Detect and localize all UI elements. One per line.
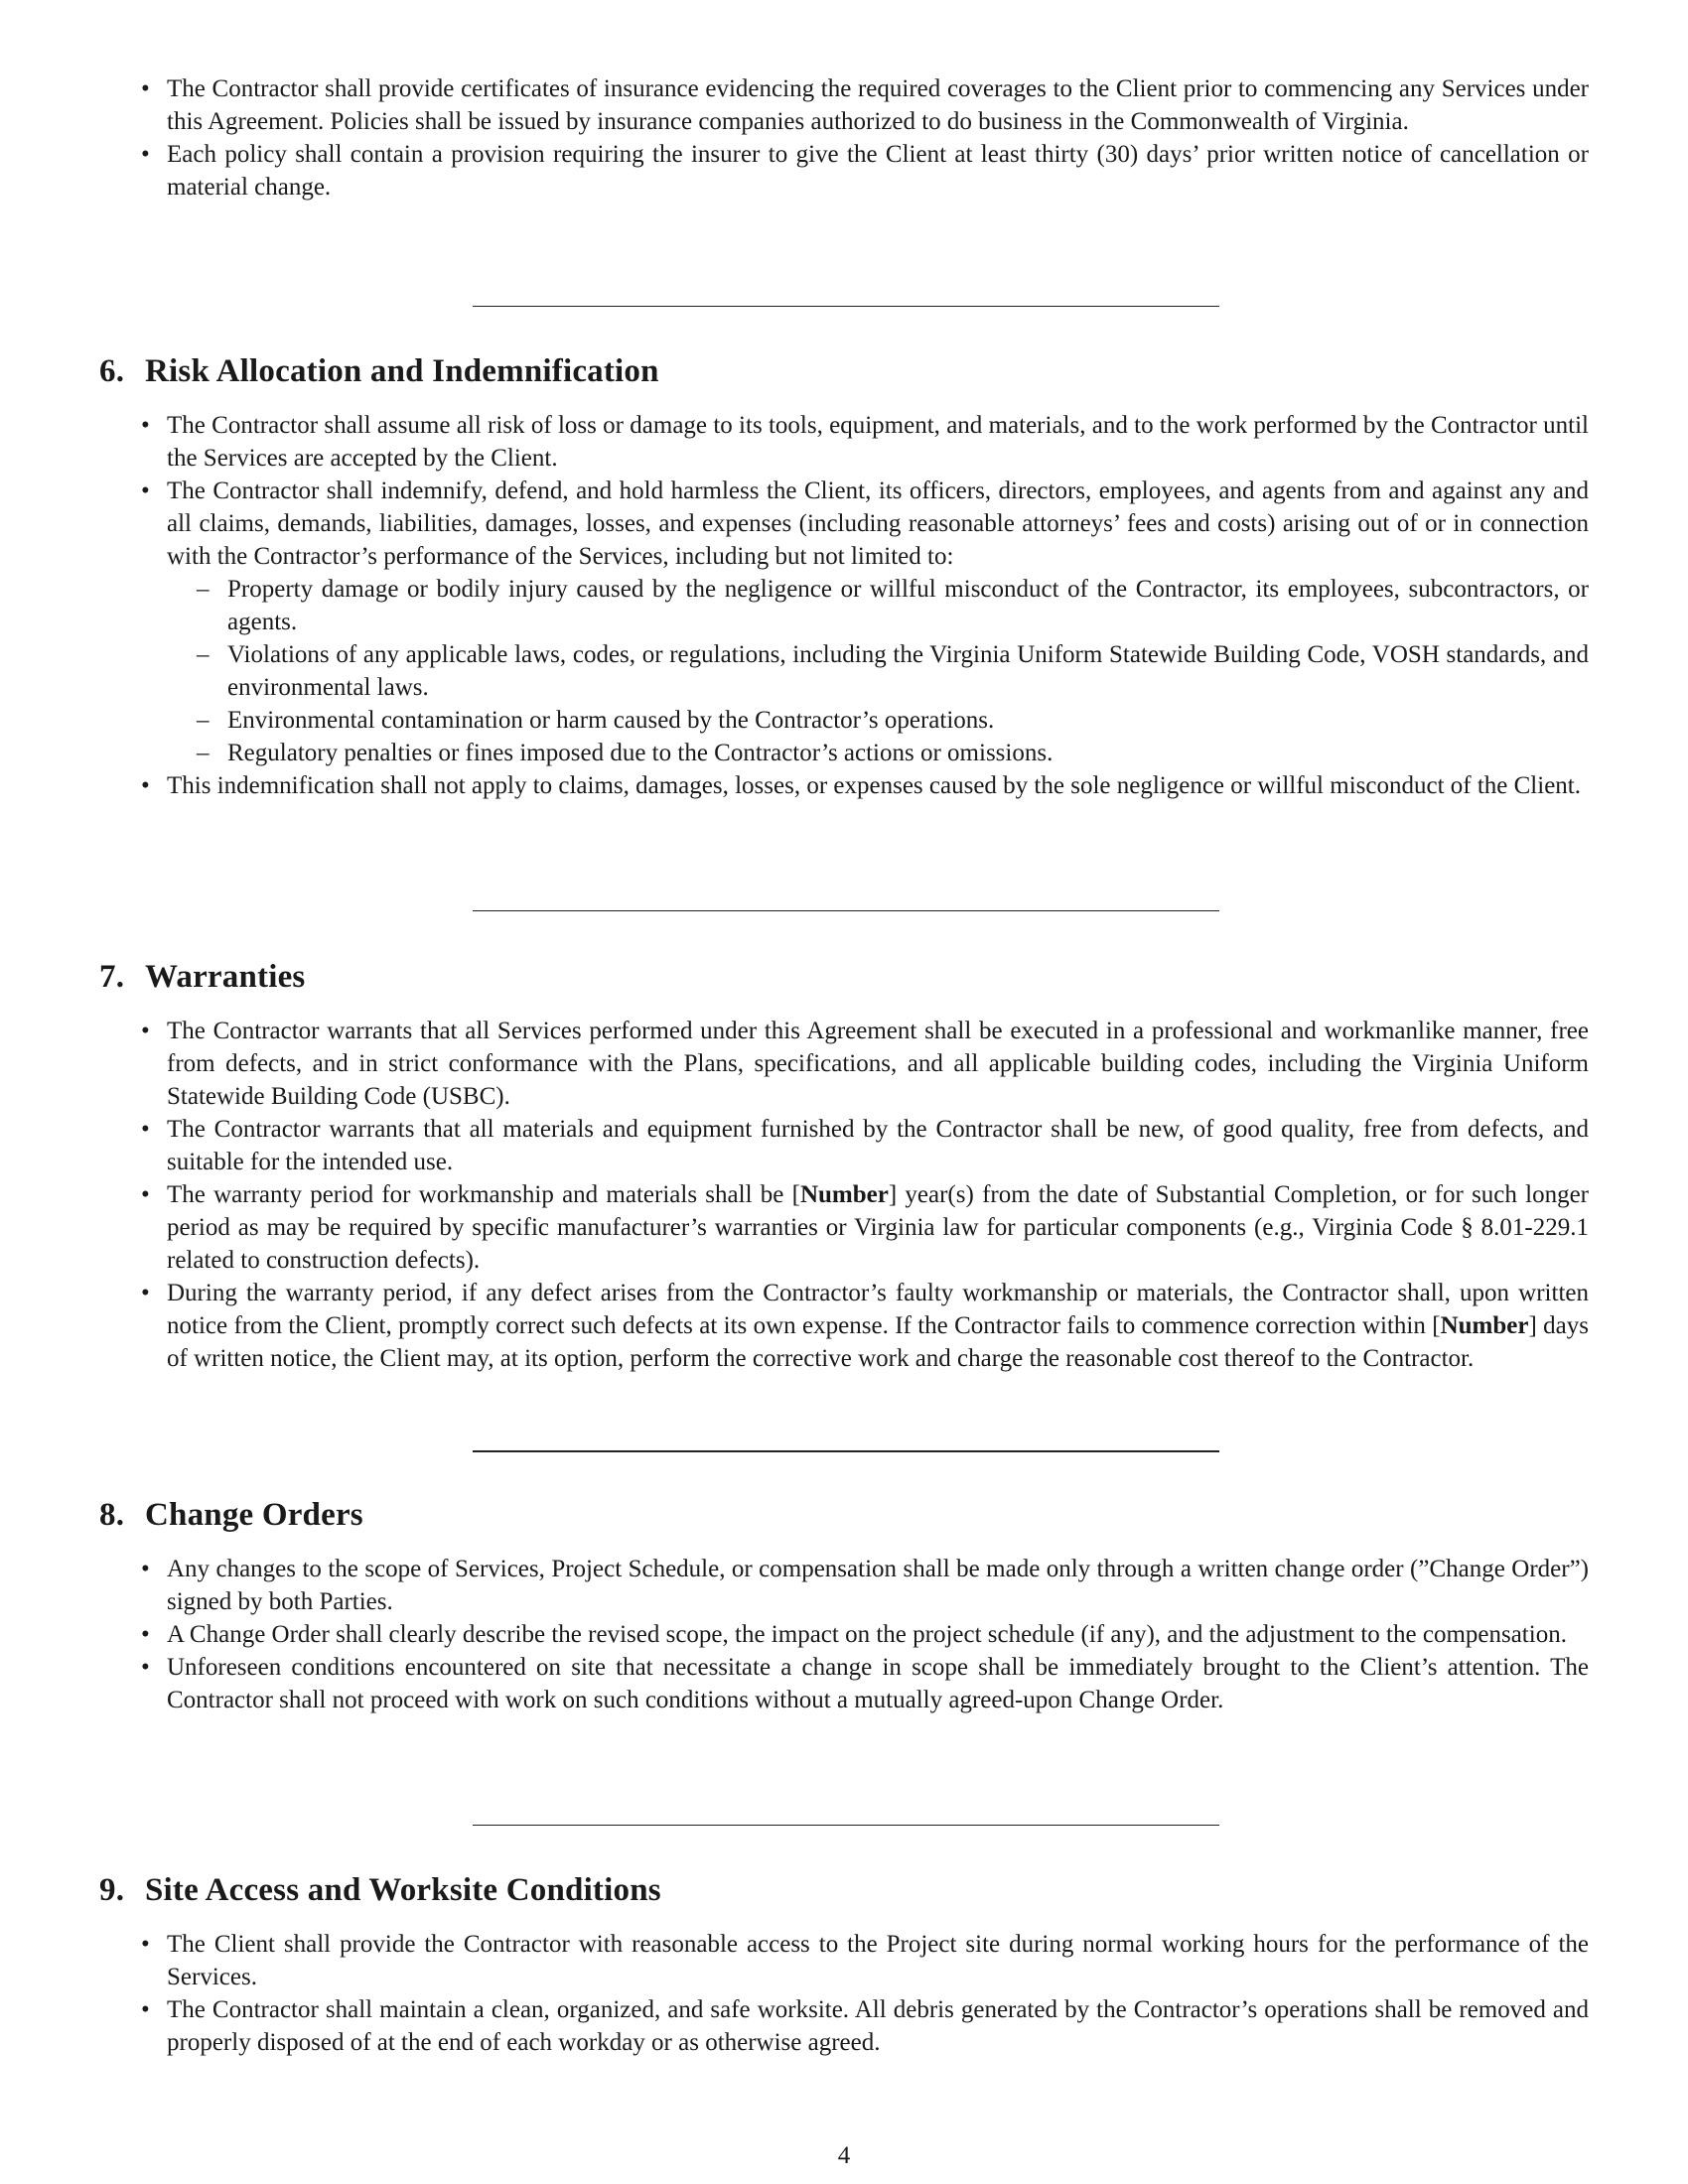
sub-list-item (167, 704, 1589, 737)
section-heading-9 (99, 1872, 661, 1909)
section-8-body (99, 1553, 1589, 1716)
bullet-text-part: The warranty period for workmanship and materials shall be [ (167, 1181, 800, 1208)
dash-icon: – (197, 707, 210, 734)
sub-bullet-text: Violations of any applicable laws, codes, or regulations, including the Virginia Uniform Statewide Building Code, VOSH standards, and environmental laws. (227, 641, 1589, 701)
bullet-icon: • (141, 75, 150, 102)
list-item (99, 1993, 1589, 2059)
sub-list (167, 573, 1589, 769)
section-6-body (99, 409, 1589, 802)
section-9-body (99, 1928, 1589, 2059)
section-title: Change Orders (145, 1497, 363, 1533)
section-divider (473, 1450, 1219, 1452)
section-heading-6 (99, 353, 659, 390)
bullet-text: The Contractor shall indemnify, defend, and hold harmless the Client, its officers, directors, employees, and agents from and against any and all claims, demands, liabilities, damages, losses, and expenses (including reasonable attorneys’ fees and costs) arising out of or in connection with the Contractor’s performance of the Services, including but not limited to: (167, 478, 1589, 570)
list-item (99, 138, 1589, 204)
bullet-text: This indemnification shall not apply to claims, damages, losses, or expenses caused by the sole negligence or willful misconduct of the Client. (167, 772, 1581, 799)
bullet-icon: • (141, 478, 150, 504)
list-item (99, 409, 1589, 475)
bullet-icon: • (141, 1116, 150, 1143)
section-7-body (99, 1015, 1589, 1375)
bullet-icon: • (141, 1556, 150, 1582)
insurance-bullets (99, 72, 1589, 204)
dash-icon: – (197, 641, 210, 668)
section-number: 7. (99, 959, 125, 995)
dash-icon: – (197, 576, 210, 603)
list-item (99, 1553, 1589, 1618)
section-divider (473, 306, 1219, 307)
bullet-text: Unforeseen conditions encountered on site that necessitate a change in scope shall be immediately brought to the Client’s attention. The Contractor shall not proceed with work on such conditions without a mutually agreed-upon Change Order. (167, 1654, 1589, 1713)
list-item (99, 1178, 1589, 1277)
bullet-text: The Contractor warrants that all Services performed under this Agreement shall be executed in a professional and workmanlike manner, free from defects, and in strict conformance with the Plans, specifications, and all applicable building codes, including the Virginia Uniform Statewide Building Code (USBC). (167, 1018, 1589, 1110)
bullet-text-part: ] days of written notice, the Client may, at its option, perform the corrective work and charge the reasonable cost thereof to the Contractor. (167, 1312, 1590, 1372)
bullet-icon: • (141, 141, 150, 168)
bullet-icon: • (141, 1280, 150, 1306)
sub-bullet-text: Environmental contamination or harm caused by the Contractor’s operations. (227, 707, 995, 734)
bullet-text: The Contractor shall assume all risk of loss or damage to its tools, equipment, and materials, and to the work performed by the Contractor until the Services are accepted by the Client. (167, 412, 1589, 472)
section-divider (473, 1825, 1219, 1826)
bullet-icon: • (141, 412, 150, 439)
sub-list-item (167, 573, 1589, 638)
sub-list-item (167, 638, 1589, 704)
section-title: Risk Allocation and Indemnification (145, 353, 659, 389)
section-number: 6. (99, 353, 125, 389)
bullet-icon: • (141, 1996, 150, 2023)
sub-bullet-text: Regulatory penalties or fines imposed due to the Contractor’s actions or omissions. (227, 740, 1054, 766)
section-number: 8. (99, 1497, 125, 1533)
list-item (99, 1928, 1589, 1993)
list-item (99, 1277, 1589, 1375)
bullet-text: The Contractor shall maintain a clean, organized, and safe worksite. All debris generated by the Contractor’s operations shall be removed and properly disposed of at the end of each workday or as otherwise agreed. (167, 1996, 1589, 2056)
sub-list-item (167, 737, 1589, 769)
section-title: Site Access and Worksite Conditions (145, 1872, 661, 1908)
bullet-icon: • (141, 1931, 150, 1958)
bullet-icon: • (141, 1018, 150, 1044)
bullet-text: The Contractor shall provide certificates of insurance evidencing the required coverages to the Client prior to commencing any Services under this Agreement. Policies shall be issued by insurance companies authorized to do business in the Commonwealth of Virginia. (167, 75, 1589, 135)
bullet-icon: • (141, 1654, 150, 1681)
bullet-text: The Client shall provide the Contractor with reasonable access to the Project site during normal working hours for the performance of the Services. (167, 1931, 1589, 1990)
bullet-text: The Contractor warrants that all materials and equipment furnished by the Contractor shall be new, of good quality, free from defects, and suitable for the intended use. (167, 1116, 1589, 1175)
list-item (99, 475, 1589, 769)
bullet-icon: • (141, 772, 150, 799)
bullet-text-part: During the warranty period, if any defect arises from the Contractor’s faulty workmanship or materials, the Contractor shall, upon written notice from the Client, promptly correct such defects at its own expense. If the Contractor fails to commence correction within [ (167, 1280, 1589, 1339)
bullet-icon: • (141, 1181, 150, 1208)
bullet-text: A Change Order shall clearly describe the revised scope, the impact on the project schedule (if any), and the adjustment to the compensation. (167, 1621, 1567, 1648)
section-title: Warranties (145, 959, 306, 995)
list-item (99, 769, 1589, 802)
document-page (99, 0, 1589, 2184)
section-heading-7 (99, 959, 305, 996)
list-item (99, 1113, 1589, 1178)
placeholder-number: Number (799, 1181, 889, 1208)
list-item (99, 72, 1589, 138)
page-number: 4 (837, 2142, 851, 2169)
list-item (99, 1618, 1589, 1651)
sub-bullet-text: Property damage or bodily injury caused by the negligence or willful misconduct of the Contractor, its employees, subcontractors, or agents. (227, 576, 1589, 635)
section-divider (473, 910, 1219, 911)
list-item (99, 1651, 1589, 1716)
bullet-text: Each policy shall contain a provision requiring the insurer to give the Client at least thirty (30) days’ prior written notice of cancellation or material change. (167, 141, 1589, 201)
section-number: 9. (99, 1872, 125, 1908)
bullet-text-part: ] year(s) from the date of Substantial Completion, or for such longer period as may be required by specific manufacturer’s warranties or Virginia law for particular components (e.g., Virginia Code § 8.01-229.1 related to construction defects). (167, 1181, 1590, 1274)
bullet-text: Any changes to the scope of Services, Project Schedule, or compensation shall be made only through a written change order (”Change Order”) signed by both Parties. (167, 1556, 1589, 1615)
dash-icon: – (197, 740, 210, 766)
bullet-icon: • (141, 1621, 150, 1648)
placeholder-number: Number (1440, 1312, 1529, 1339)
section-heading-8 (99, 1497, 363, 1534)
list-item (99, 1015, 1589, 1113)
